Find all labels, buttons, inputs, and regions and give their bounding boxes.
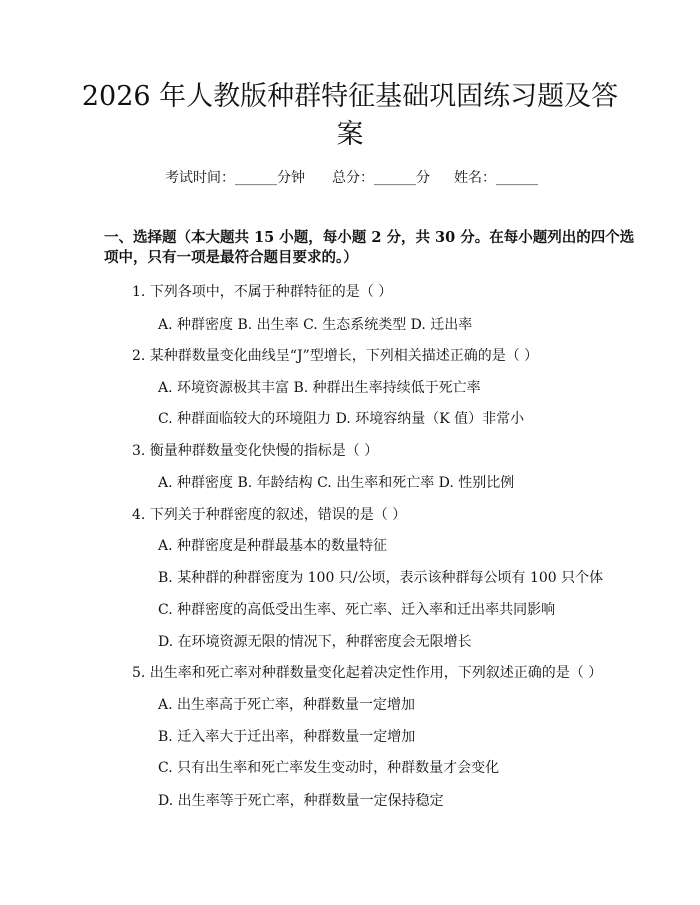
section-heading bbox=[104, 228, 644, 266]
total-score-field: 总分：______分 bbox=[332, 170, 430, 186]
question-5-stem: 5. 出生率和死亡率对种群数量变化起着决定性作用，下列叙述正确的是（ ） bbox=[132, 665, 603, 681]
question-4-option-b: B. 某种群的种群密度为 100 只/公顷，表示该种群每公顷有 100 只个体 bbox=[158, 570, 604, 586]
question-3-options: A. 种群密度 B. 年龄结构 C. 出生率和死亡率 D. 性别比例 bbox=[158, 475, 515, 491]
question-2-options-ab: A. 环境资源极其丰富 B. 种群出生率持续低于死亡率 bbox=[158, 380, 481, 396]
question-5-option-b: B. 迁入率大于迁出率，种群数量一定增加 bbox=[158, 729, 416, 745]
question-4-option-a: A. 种群密度是种群最基本的数量特征 bbox=[158, 538, 388, 554]
section-heading-line-2: 项中，只有一项是最符合题目要求的。） bbox=[104, 249, 358, 266]
title-line-2: 案 bbox=[336, 119, 364, 150]
section-heading-line-1: 一、选择题（本大题共 15 小题，每小题 2 分，共 30 分。在每小题列出的四个选 bbox=[104, 229, 635, 246]
question-5-option-a: A. 出生率高于死亡率，种群数量一定增加 bbox=[158, 697, 416, 713]
question-4-option-d: D. 在环境资源无限的情况下，种群密度会无限增长 bbox=[158, 634, 472, 650]
question-1-options: A. 种群密度 B. 出生率 C. 生态系统类型 D. 迁出率 bbox=[158, 317, 473, 333]
question-5-option-c: C. 只有出生率和死亡率发生变动时，种群数量才会变化 bbox=[158, 760, 500, 776]
question-2-options-cd: C. 种群面临较大的环境阻力 D. 环境容纳量（K 值）非常小 bbox=[158, 411, 525, 427]
student-name-field: 姓名：______ bbox=[454, 170, 538, 186]
question-4-stem: 4. 下列关于种群密度的叙述，错误的是（ ） bbox=[132, 507, 407, 523]
question-2-stem: 2. 某种群数量变化曲线呈“J”型增长，下列相关描述正确的是（ ） bbox=[132, 348, 539, 364]
question-1-stem: 1. 下列各项中，不属于种群特征的是（ ） bbox=[132, 284, 393, 300]
page-title bbox=[60, 78, 640, 154]
question-4-option-c: C. 种群密度的高低受出生率、死亡率、迁入率和迁出率共同影响 bbox=[158, 602, 556, 618]
question-5-option-d: D. 出生率等于死亡率，种群数量一定保持稳定 bbox=[158, 793, 444, 809]
exam-time-field: 考试时间：______分钟 bbox=[165, 170, 305, 186]
title-line-1: 2026 年人教版种群特征基础巩固练习题及答 bbox=[81, 81, 619, 112]
question-3-stem: 3. 衡量种群数量变化快慢的指标是（ ） bbox=[132, 443, 379, 459]
